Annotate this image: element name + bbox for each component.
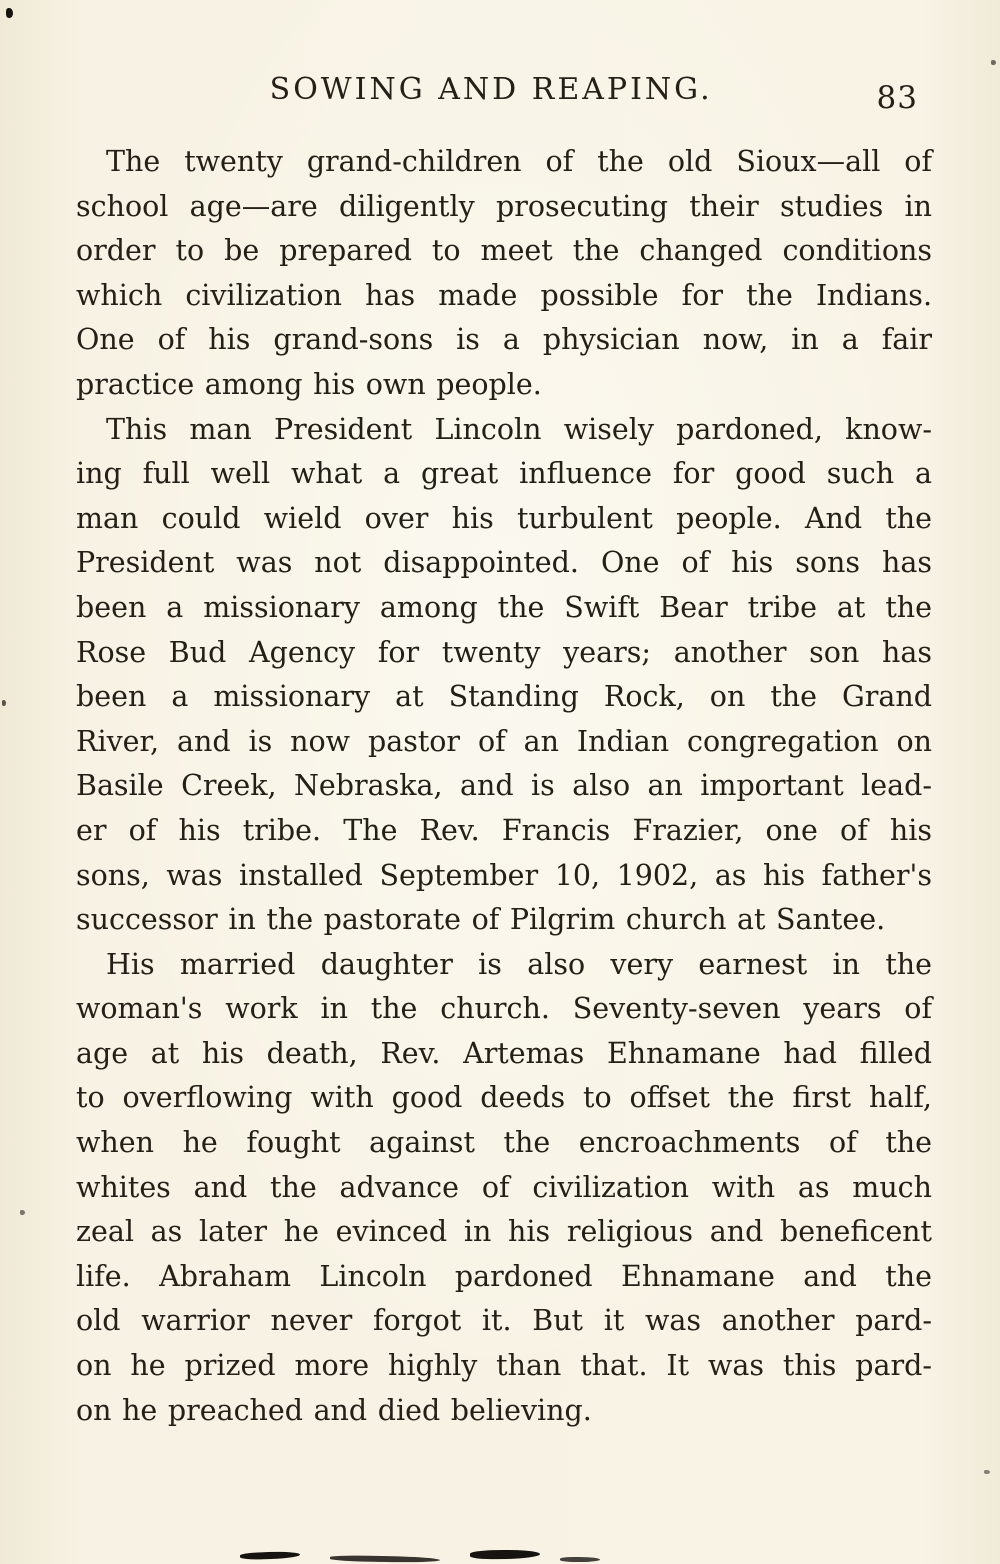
text-line: Basile Creek, Nebraska, and is also an important lead-	[76, 769, 932, 803]
text-line: One of his grand-sons is a physician now, in a fair	[76, 323, 932, 357]
text-line: woman's work in the church. Seventy-seven years of	[76, 992, 932, 1026]
scan-artifact	[240, 1551, 300, 1560]
text-line: practice among his own people.	[76, 367, 542, 401]
text-line: zeal as later he evinced in his religious and beneficent	[76, 1215, 932, 1249]
scan-artifact	[470, 1549, 540, 1559]
text-line: on he prized more highly than that. It was this pard-	[76, 1349, 932, 1383]
text-line: man could wield over his turbulent people. And the	[76, 501, 932, 535]
text-line: been a missionary among the Swift Bear tribe at the	[76, 590, 932, 624]
scan-artifact	[20, 1210, 25, 1215]
text-line: school age—are diligently prosecuting their studies in	[76, 189, 932, 223]
text-line: successor in the pastorate of Pilgrim church at Santee.	[76, 903, 886, 937]
page-number: 83	[876, 80, 918, 116]
running-title: SOWING AND REAPING.	[269, 72, 713, 107]
text-line: President was not disappointed. One of his sons has	[76, 546, 932, 580]
text-line: life. Abraham Lincoln pardoned Ehnamane and the	[76, 1259, 932, 1293]
paragraph	[76, 943, 932, 1434]
scan-artifact	[984, 1470, 990, 1474]
text-line: order to be prepared to meet the changed conditions	[76, 234, 932, 268]
scan-artifact	[330, 1555, 440, 1563]
paragraph	[76, 140, 932, 408]
text-line: when he fought against the encroachments of the	[76, 1126, 932, 1160]
text-line: to overflowing with good deeds to offset the first half,	[76, 1081, 932, 1115]
text-line: which civilization has made possible for the Indians.	[76, 278, 932, 312]
scan-artifact	[2, 700, 6, 706]
page-text	[76, 140, 932, 1433]
text-line: The twenty grand-children of the old Sioux—all of	[106, 145, 932, 178]
text-line: sons, was installed September 10, 1902, as his father's	[76, 858, 932, 892]
scan-artifact	[991, 60, 996, 65]
paragraph	[76, 408, 932, 943]
running-head	[0, 72, 1000, 116]
text-line: old warrior never forgot it. But it was another pard-	[76, 1304, 932, 1338]
scan-artifact	[6, 8, 13, 18]
text-line: This man President Lincoln wisely pardoned, know-	[106, 412, 932, 446]
scan-artifact	[560, 1557, 600, 1562]
text-line: er of his tribe. The Rev. Francis Frazier, one of his	[76, 813, 932, 847]
text-line: on he preached and died believing.	[76, 1393, 592, 1427]
text-line: age at his death, Rev. Artemas Ehnamane had filled	[76, 1036, 932, 1070]
text-line: been a missionary at Standing Rock, on the Grand	[76, 680, 932, 714]
text-line: ing full well what a great influence for good such a	[76, 457, 932, 491]
text-line: Rose Bud Agency for twenty years; another son has	[76, 635, 932, 669]
text-line: His married daughter is also very earnest in the	[106, 947, 932, 981]
text-line: whites and the advance of civilization with as much	[76, 1170, 932, 1204]
text-line: River, and is now pastor of an Indian congregation on	[76, 724, 932, 758]
